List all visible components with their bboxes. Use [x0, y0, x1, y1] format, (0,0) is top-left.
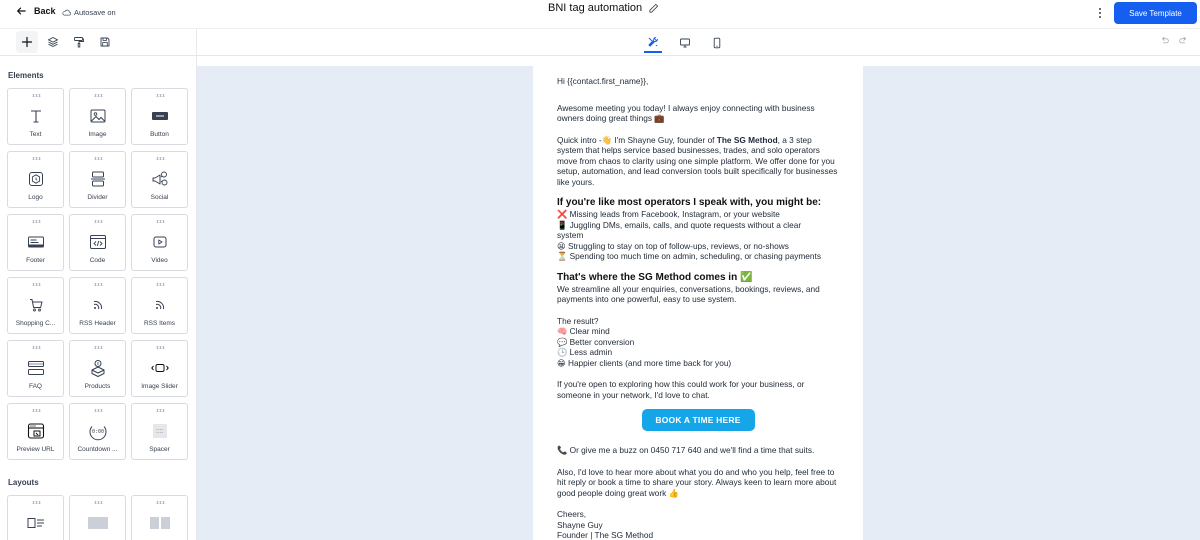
- tools-icon: [647, 36, 659, 48]
- list-item: 💬 Better conversion: [557, 336, 635, 347]
- sidebar-tools: [16, 31, 116, 53]
- toolbar-divider: [196, 29, 197, 57]
- plus-icon: [21, 36, 33, 48]
- list-item: ❌ Missing leads from Facebook, Instagram, or your website: [557, 209, 780, 219]
- elements-section-title: Elements: [8, 71, 44, 80]
- element-label: RSS Items: [143, 320, 176, 327]
- element-tile-products[interactable]: [69, 340, 126, 397]
- element-label: Footer: [26, 257, 45, 264]
- view-tab-desktop[interactable]: [676, 33, 694, 53]
- element-label: Image Slider: [141, 383, 178, 390]
- element-tile-spacer[interactable]: [131, 403, 188, 460]
- email-greeting: Hi {{contact.first_name}},: [557, 76, 649, 86]
- preview-url-icon: [26, 421, 46, 441]
- element-tile-text[interactable]: [7, 88, 64, 145]
- email-body[interactable]: [533, 66, 863, 540]
- layout-image-text-icon: [26, 513, 46, 533]
- element-label: Preview URL: [16, 446, 55, 453]
- code-icon: [88, 232, 108, 252]
- element-label: Image: [88, 131, 107, 138]
- email-heading-operators: If you're like most operators I speak with, you might be:: [557, 197, 822, 208]
- element-label: Social: [150, 194, 169, 201]
- save-tool[interactable]: [94, 31, 116, 53]
- element-label: Divider: [87, 194, 108, 201]
- element-label: Shopping C...: [15, 320, 56, 327]
- editor-toolbar: [0, 28, 1200, 56]
- template-title-text: BNI tag automation: [548, 2, 643, 14]
- book-a-time-button[interactable]: BOOK A TIME HERE: [642, 409, 755, 431]
- element-label: Logo: [28, 194, 43, 201]
- view-tab-mobile[interactable]: [708, 33, 726, 53]
- element-label: Button: [150, 131, 169, 138]
- element-tile-divider[interactable]: [69, 151, 126, 208]
- divider-icon: [88, 169, 108, 189]
- email-phone: 📞 Or give me a buzz on 0450 717 640 and we'll find a time that suits.: [557, 445, 815, 455]
- history-tools: [1160, 35, 1188, 45]
- view-switcher: [644, 33, 726, 53]
- slider-icon: [150, 358, 170, 378]
- element-label: Countdown ...: [77, 446, 118, 453]
- element-tile-image-slider[interactable]: [131, 340, 188, 397]
- elements-sidebar: [0, 56, 197, 540]
- list-item: 🧠 Clear mind: [557, 326, 610, 336]
- layout-one-column-icon: [88, 513, 108, 533]
- element-tile-rss-items[interactable]: [131, 277, 188, 334]
- desktop-icon: [679, 37, 691, 49]
- autosave-status: [62, 8, 116, 17]
- element-tile-countdown[interactable]: [69, 403, 126, 460]
- element-tile-video[interactable]: [131, 214, 188, 271]
- button-icon: [150, 106, 170, 126]
- back-label: Back: [34, 6, 56, 16]
- arrow-left-icon: [16, 6, 26, 16]
- spacer-icon: [150, 421, 170, 441]
- signoff-line: Founder | The SG Method: [557, 530, 654, 540]
- element-tile-rss-header[interactable]: [69, 277, 126, 334]
- undo-icon[interactable]: [1160, 35, 1170, 45]
- element-tile-social[interactable]: [131, 151, 188, 208]
- layouts-grid: [7, 495, 188, 540]
- back-button[interactable]: [16, 6, 56, 16]
- styles-tool[interactable]: [68, 31, 90, 53]
- rss-icon: [150, 295, 170, 315]
- element-tile-image[interactable]: [69, 88, 126, 145]
- list-item: 🕒 Less admin: [557, 347, 613, 357]
- email-signoff: [557, 509, 839, 540]
- save-disk-icon: [99, 36, 111, 48]
- email-quick-intro: Quick intro -👋 I'm Shayne Guy, founder of The SG Method, a 3 step system that helps service based businesses, trades, and solo operators move from chaos to clarity using one simple platform. We offer done for you setup, automation, and lead conversion tools built specifically for businesses like yours.: [557, 134, 838, 187]
- element-label: RSS Header: [79, 320, 116, 327]
- redo-icon[interactable]: [1178, 35, 1188, 45]
- layout-tile-two-column[interactable]: [131, 495, 188, 540]
- products-icon: [88, 358, 108, 378]
- countdown-icon: [88, 421, 108, 441]
- list-item: ⏳ Spending too much time on admin, scheduling, or chasing payments: [557, 251, 821, 261]
- footer-icon: [26, 232, 46, 252]
- view-tab-tools[interactable]: [644, 33, 662, 53]
- element-tile-button[interactable]: [131, 88, 188, 145]
- layout-two-column-icon: [150, 513, 170, 533]
- social-icon: [150, 169, 170, 189]
- signoff-line: Cheers,: [557, 509, 587, 519]
- list-item: 😫 Struggling to stay on top of follow-ups, reviews, or no-shows: [557, 240, 789, 251]
- email-method: We streamline all your enquiries, conversations, bookings, reviews, and payments into one powerful, easy to use system.: [557, 283, 820, 304]
- email-intro: Awesome meeting you today! I always enjoy connecting with business owners doing great things 💼: [557, 102, 815, 123]
- text-icon: [26, 106, 46, 126]
- list-item: 😁 Happier clients (and more time back for you): [557, 357, 732, 368]
- mobile-icon: [711, 37, 723, 49]
- element-tile-shopping-cart[interactable]: [7, 277, 64, 334]
- email-also: Also, I'd love to hear more about what you do and who you help, feel free to hit reply or book a time to share your story. Always keen to learn more about good people doing great work 👍: [557, 466, 837, 498]
- faq-icon: [26, 358, 46, 378]
- list-item: The result?: [557, 315, 599, 326]
- element-label: Text: [29, 131, 42, 138]
- image-icon: [88, 106, 108, 126]
- element-label: Video: [151, 257, 168, 264]
- element-tile-faq[interactable]: [7, 340, 64, 397]
- element-tile-logo[interactable]: [7, 151, 64, 208]
- signoff-line: Shayne Guy: [557, 519, 603, 530]
- list-item: system: [557, 230, 584, 240]
- autosave-label: Autosave on: [74, 8, 116, 17]
- element-tile-preview-url[interactable]: [7, 403, 64, 460]
- element-tile-code[interactable]: [69, 214, 126, 271]
- layers-icon: [47, 36, 59, 48]
- cart-icon: [26, 295, 46, 315]
- more-options-icon[interactable]: [1095, 6, 1105, 20]
- svg-text:0:00: 0:00: [91, 429, 104, 435]
- element-label: FAQ: [28, 383, 42, 390]
- email-results: [557, 316, 839, 369]
- email-open-to-chat: If you're open to exploring how this could work for your business, or someone in your network, I'd love to chat.: [557, 379, 805, 400]
- pencil-icon[interactable]: [648, 3, 659, 14]
- element-label: Spacer: [149, 446, 170, 453]
- editor-canvas: [197, 66, 1200, 540]
- cloud-icon: [62, 9, 71, 16]
- layout-tile-one-column[interactable]: [69, 495, 126, 540]
- rss-icon: [88, 295, 108, 315]
- element-tile-footer[interactable]: [7, 214, 64, 271]
- layers-tool[interactable]: [42, 31, 64, 53]
- top-bar: [0, 0, 1200, 27]
- template-title: [548, 2, 659, 14]
- element-label: Code: [89, 257, 106, 264]
- paint-roller-icon: [73, 36, 85, 48]
- save-template-button[interactable]: Save Template: [1114, 2, 1197, 24]
- email-pain-points: [557, 209, 839, 262]
- email-heading-method: That's where the SG Method comes in ✅: [557, 271, 753, 283]
- element-label: Products: [84, 383, 111, 390]
- layouts-section-title: Layouts: [8, 478, 39, 487]
- video-icon: [150, 232, 170, 252]
- add-elements-tool[interactable]: [16, 31, 38, 53]
- elements-grid: [7, 88, 188, 460]
- layout-tile-image-text[interactable]: [7, 495, 64, 540]
- logo-icon: [26, 169, 46, 189]
- list-item: 📱 Juggling DMs, emails, calls, and quote requests without a clear: [557, 219, 802, 230]
